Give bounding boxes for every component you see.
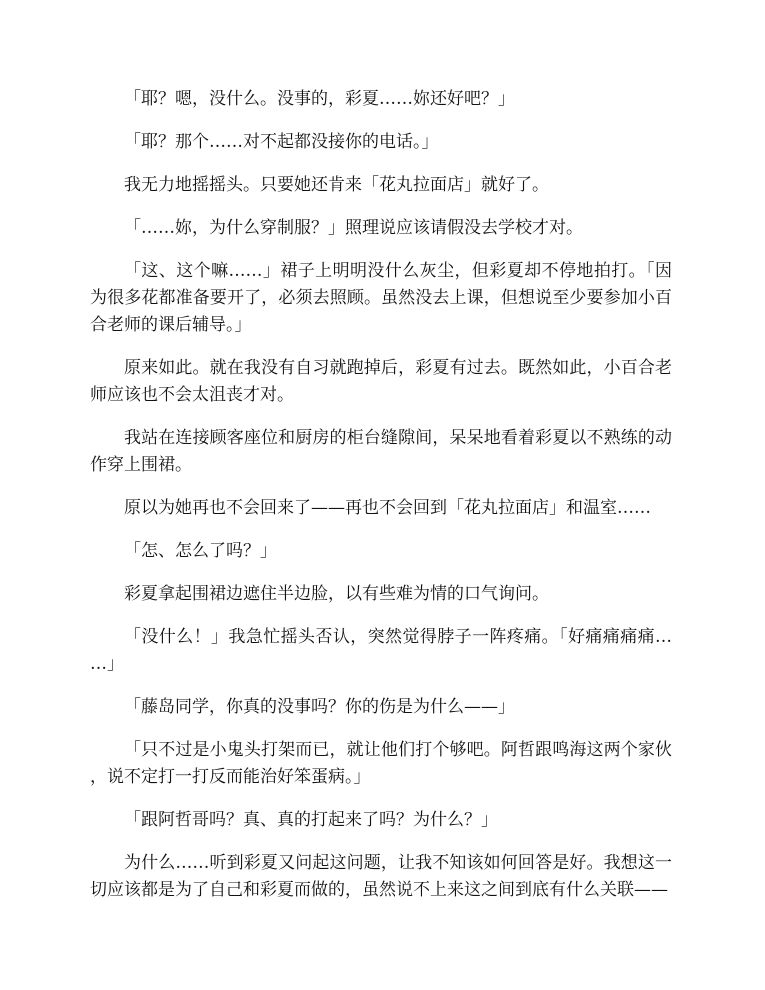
paragraph: 「耶？嗯，没什么。没事的，彩夏……妳还好吧？」 [124, 89, 515, 109]
paragraph: 「……妳，为什么穿制服？」照理说应该请假没去学校才对。 [124, 218, 583, 238]
paragraph: 为什么……听到彩夏又问起这问题，让我不知该如何回答是好。我想这一切应该都是为了自己和彩夏而做的，虽然说不上来这之间到底有什么关联—— [90, 853, 672, 900]
paragraph: 我站在连接顾客座位和厨房的柜台缝隙间，呆呆地看着彩夏以不熟练的动作穿上围裙。 [90, 428, 672, 475]
paragraph: 「怎、怎么了吗？」 [124, 541, 277, 561]
paragraph: 原以为她再也不会回来了——再也不会回到「花丸拉面店」和温室…… [124, 498, 651, 518]
paragraph: 「这、这个嘛……」裙子上明明没什么灰尘，但彩夏却不停地拍打。「因为很多花都准备要开了，必须去照顾。虽然没去上课，但想说至少要参加小百合老师的课后辅导。」 [90, 261, 672, 335]
paragraph: 「藤岛同学，你真的没事吗？你的伤是为什么——」 [124, 697, 515, 717]
paragraph: 「只不过是小鬼头打架而已，就让他们打个够吧。阿哲跟鸣海这两个家伙，说不定打一打反而能治好笨蛋病。」 [90, 740, 672, 787]
paragraph: 「没什么！」我急忙摇头否认，突然觉得脖子一阵疼痛。「好痛痛痛痛……」 [90, 627, 672, 674]
paragraph: 「耶？那个……对不起都没接你的电话。」 [124, 132, 439, 152]
paragraph: 「跟阿哲哥吗？真、真的打起来了吗？为什么？」 [124, 810, 498, 830]
paragraph: 原来如此。就在我没有自习就跑掉后，彩夏有过去。既然如此，小百合老师应该也不会太沮丧才对。 [90, 358, 672, 405]
paragraph: 彩夏拿起围裙边遮住半边脸，以有些难为情的口气询问。 [124, 584, 549, 604]
text-body [90, 86, 672, 920]
paragraph: 我无力地摇摇头。只要她还肯来「花丸拉面店」就好了。 [124, 175, 549, 195]
